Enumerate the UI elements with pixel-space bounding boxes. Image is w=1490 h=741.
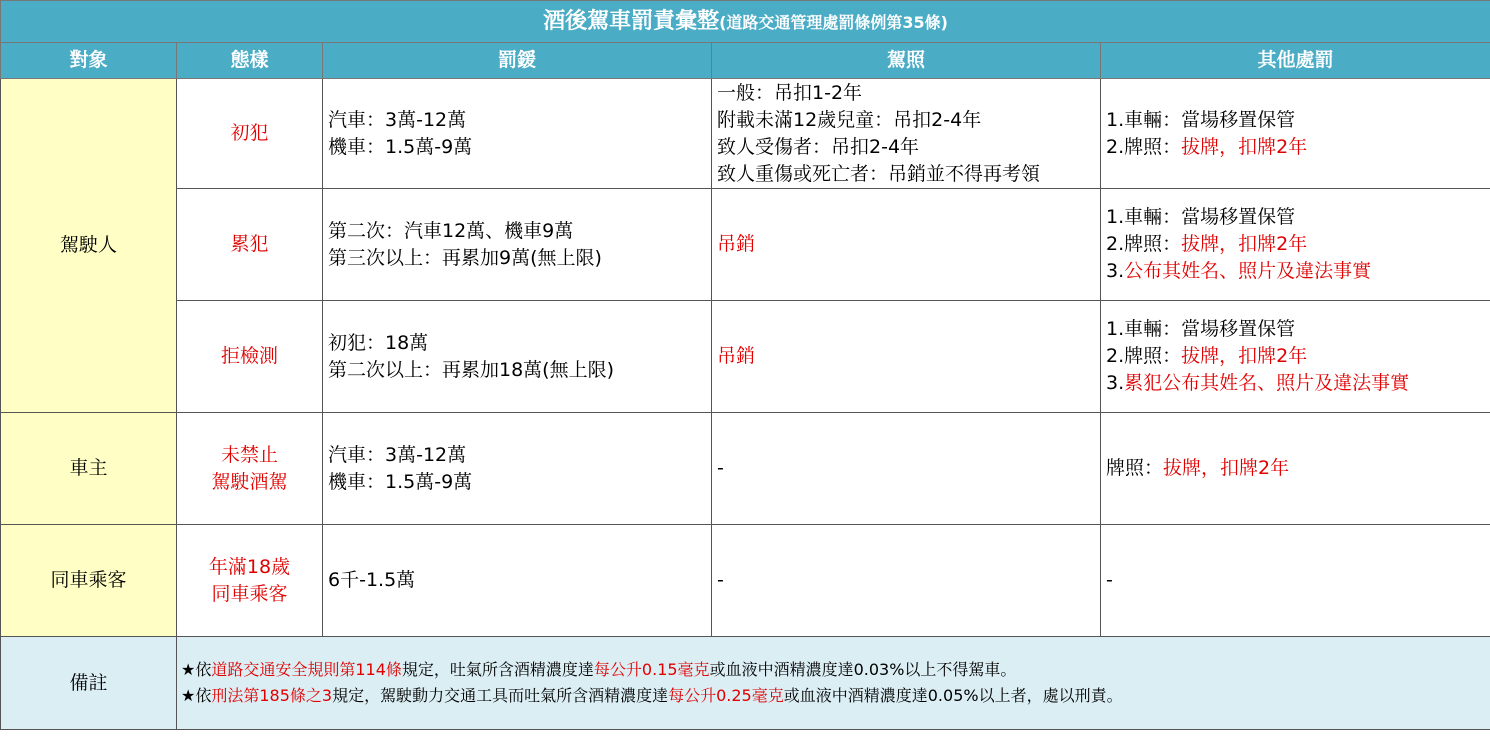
- other-line: [1106, 134, 1490, 161]
- title-main: 酒後駕車罰責彙整: [543, 8, 720, 34]
- table-row-owner: [1, 413, 1490, 525]
- header-target: 對象: [1, 43, 177, 79]
- license-owner: -: [712, 413, 1101, 525]
- category-driver: 駕駛人: [1, 79, 177, 413]
- note-highlight: 每公升0.15毫克: [593, 660, 710, 679]
- note-text: 或血液中酒精濃度達0.05%以上者，處以刑責。: [783, 686, 1123, 705]
- fine-passenger: 6千-1.5萬: [323, 525, 712, 637]
- other-refuse: [1101, 301, 1490, 413]
- other-line: [1106, 231, 1490, 258]
- other-owner: [1101, 413, 1490, 525]
- note-text: 規定，駕駛動力交通工具而吐氣所含酒精濃度達: [332, 686, 669, 705]
- license-repeat: 吊銷: [712, 189, 1101, 301]
- note-text: 或血液中酒精濃度達0.03%以上不得駕車。: [709, 660, 1017, 679]
- fine-line: 第二次以上：再累加18萬(無上限): [328, 358, 615, 381]
- license-line: 一般：吊扣1-2年: [717, 81, 863, 104]
- other-line: [1106, 258, 1490, 285]
- other-line: 1.車輛：當場移置保管: [1106, 318, 1296, 340]
- other-line: [1106, 370, 1490, 397]
- category-owner: 車主: [1, 413, 177, 525]
- note-text: 規定，吐氣所含酒精濃度達: [401, 660, 594, 679]
- note-highlight: 每公升0.25毫克: [668, 686, 784, 705]
- other-prefix: 2.牌照：: [1106, 135, 1182, 158]
- header-other: 其他處罰: [1101, 43, 1490, 79]
- table-title: [1, 1, 1490, 43]
- header-license: 駕照: [712, 43, 1101, 79]
- type-owner: [177, 413, 323, 525]
- note-text: ★依: [181, 660, 212, 679]
- other-prefix: 牌照：: [1106, 457, 1164, 479]
- type-repeat: 累犯: [177, 189, 323, 301]
- other-passenger: -: [1101, 525, 1490, 637]
- type-first: 初犯: [177, 79, 323, 189]
- category-passenger: 同車乘客: [1, 525, 177, 637]
- fine-refuse: [323, 301, 712, 413]
- fine-first: [323, 79, 712, 189]
- other-highlight: 公布其姓名、照片及違法事實: [1124, 260, 1372, 282]
- other-prefix: 2.牌照：: [1106, 233, 1182, 255]
- type-line: 駕駛酒駕: [211, 470, 288, 493]
- table-row-driver-refuse: [1, 301, 1490, 413]
- other-prefix: 2.牌照：: [1106, 345, 1182, 367]
- other-prefix: 3.: [1106, 260, 1125, 282]
- fine-line: 機車：1.5萬-9萬: [328, 135, 473, 158]
- type-passenger: [177, 525, 323, 637]
- license-refuse: 吊銷: [712, 301, 1101, 413]
- note-highlight: 刑法第185條之3: [211, 686, 333, 705]
- type-line: 同車乘客: [211, 582, 288, 605]
- header-fine: 罰鍰: [323, 43, 712, 79]
- table-row-notes: [1, 637, 1490, 730]
- other-line: 1.車輛：當場移置保管: [1106, 108, 1296, 131]
- table-row-driver-repeat: [1, 189, 1490, 301]
- license-line: 附載未滿12歲兒童：吊扣2-4年: [717, 108, 982, 131]
- fine-owner: [323, 413, 712, 525]
- fine-line: 汽車：3萬-12萬: [328, 443, 467, 466]
- other-line: [1106, 343, 1490, 370]
- category-notes: 備註: [1, 637, 177, 730]
- fine-line: 初犯：18萬: [328, 331, 429, 354]
- other-repeat: [1101, 189, 1490, 301]
- fine-line: 第二次：汽車12萬、機車9萬: [328, 219, 574, 242]
- table-row-passenger: [1, 525, 1490, 637]
- fine-line: 汽車：3萬-12萬: [328, 108, 467, 131]
- type-line: 未禁止: [220, 443, 278, 466]
- other-highlight: 拔牌，扣牌2年: [1163, 457, 1290, 479]
- type-refuse: 拒檢測: [177, 301, 323, 413]
- note-line: [181, 657, 1490, 683]
- other-first: [1101, 79, 1490, 189]
- other-line: 1.車輛：當場移置保管: [1106, 206, 1296, 228]
- fine-repeat: [323, 189, 712, 301]
- note-line: [181, 683, 1490, 709]
- type-line: 年滿18歲: [208, 555, 291, 578]
- other-highlight: 拔牌，扣牌2年: [1181, 135, 1308, 158]
- license-line: 致人受傷者：吊扣2-4年: [717, 135, 920, 158]
- license-passenger: -: [712, 525, 1101, 637]
- fine-line: 第三次以上：再累加9萬(無上限): [328, 246, 602, 269]
- note-text: ★依: [181, 686, 212, 705]
- license-line: 致人重傷或死亡者：吊銷並不得再考領: [717, 162, 1041, 185]
- table-row-driver-first: [1, 79, 1490, 189]
- license-first: [712, 79, 1101, 189]
- other-highlight: 拔牌，扣牌2年: [1181, 233, 1308, 255]
- notes-content: [177, 637, 1490, 730]
- other-highlight: 累犯公布其姓名、照片及違法事實: [1124, 372, 1410, 394]
- header-row: [1, 43, 1490, 79]
- header-type: 態樣: [177, 43, 323, 79]
- other-highlight: 拔牌，扣牌2年: [1181, 345, 1308, 367]
- title-sub: (道路交通管理處罰條例第35條): [719, 12, 948, 32]
- note-highlight: 道路交通安全規則第114條: [211, 660, 402, 679]
- fine-line: 機車：1.5萬-9萬: [328, 470, 473, 493]
- title-row: [1, 1, 1490, 43]
- other-prefix: 3.: [1106, 372, 1125, 394]
